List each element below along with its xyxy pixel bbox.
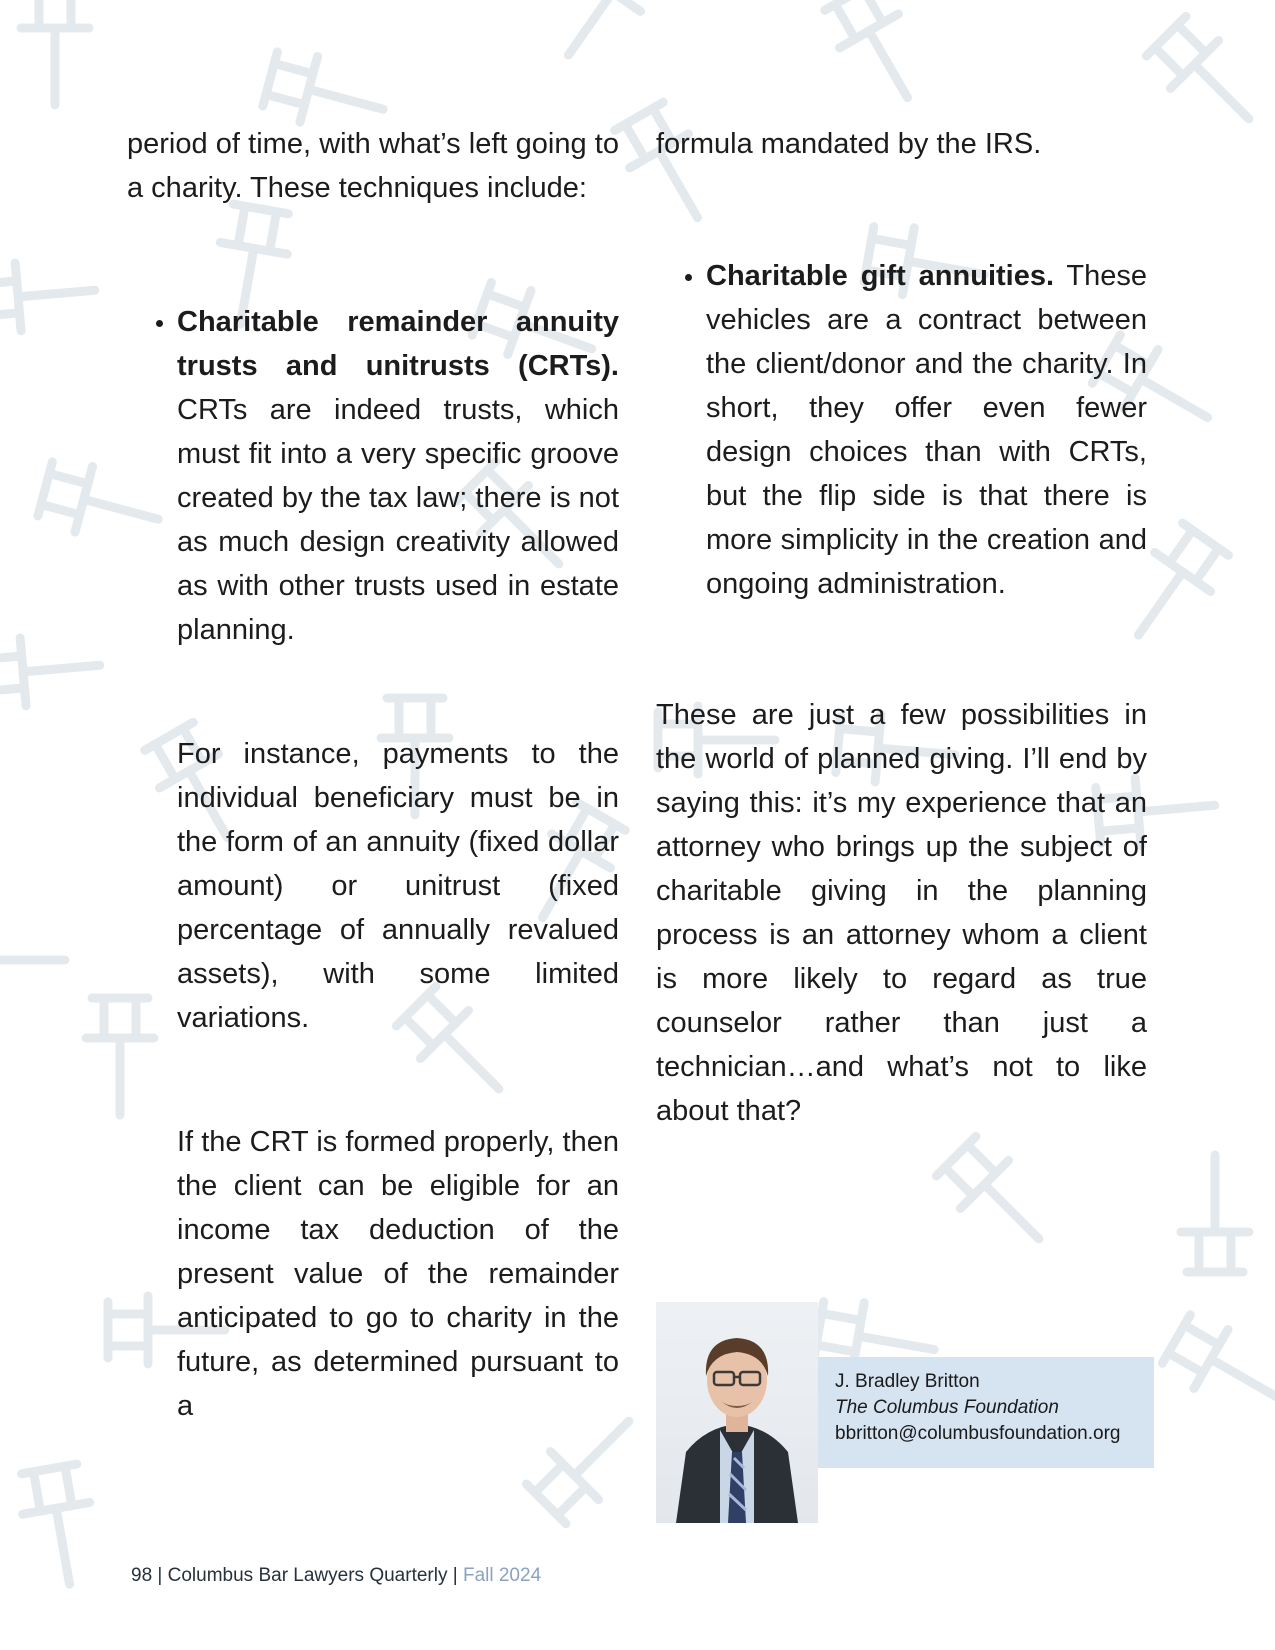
author-name: J. Bradley Britton [835, 1371, 980, 1392]
author-info-box [818, 1357, 1154, 1468]
deduction-paragraph: If the CRT is formed properly, then the client can be eligible for an income tax deduction of the present value of the remainder anticipated to go to charity in the future, as determined pursuant to a [177, 1126, 619, 1422]
bullet-cga-text: These vehicles are a contract between the client/donor and the charity. In short, they offer even fewer design choices than with CRTs, but the flip side is that there is more simplicity in the creation and ongoing administration. [706, 260, 1147, 600]
page-number: 98 [131, 1565, 153, 1586]
intro-paragraph: period of time, with what’s left going to a charity. These techniques include: [127, 128, 619, 204]
author-bio-block [656, 1302, 1154, 1523]
footer-separator: | [152, 1565, 168, 1586]
closing-paragraph: These are just a few possibilities in the world of planned giving. I’ll end by saying this: it’s my experience that an attorney who brings up the subject of charitable giving in the planning process is an attorney whom a client is more likely to regard as true counselor rather than just a technician…and what’s not to like about that? [656, 699, 1147, 1127]
author-email[interactable]: bbritton@columbusfoundation.org [835, 1423, 1121, 1444]
publication-title: Columbus Bar Lawyers Quarterly [167, 1565, 448, 1586]
annuity-paragraph: For instance, payments to the individual beneficiary must be in the form of an annuity (fixed dollar amount) or unitrust (fixed percentage of annually revalued assets), with some limited variations. [177, 738, 619, 1034]
continuation-paragraph: formula mandated by the IRS. [656, 128, 1042, 160]
bullet-crt-text: CRTs are indeed trusts, which must fit into a very specific groove created by the tax law; there is not as much design creativity allowed as with other trusts used in estate planning. [177, 394, 619, 646]
page-footer [131, 1565, 541, 1587]
bullet-item-cga [706, 254, 1147, 606]
issue-label: Fall 2024 [462, 1565, 542, 1586]
author-photo [656, 1302, 818, 1523]
footer-separator-2: | [447, 1565, 463, 1586]
author-organization: The Columbus Foundation [835, 1397, 1059, 1418]
bullet-crt-heading: Charitable remainder annuity trusts and unitrusts (CRTs). [177, 306, 619, 382]
right-column [656, 122, 1147, 1133]
bullet-list-crt [127, 300, 619, 652]
bullet-list-cga [656, 254, 1147, 606]
bullet-cga-heading: Charitable gift annuities. [706, 260, 1055, 292]
left-column [127, 122, 619, 1428]
bullet-item-crt [177, 300, 619, 652]
portrait-illustration [656, 1302, 818, 1523]
